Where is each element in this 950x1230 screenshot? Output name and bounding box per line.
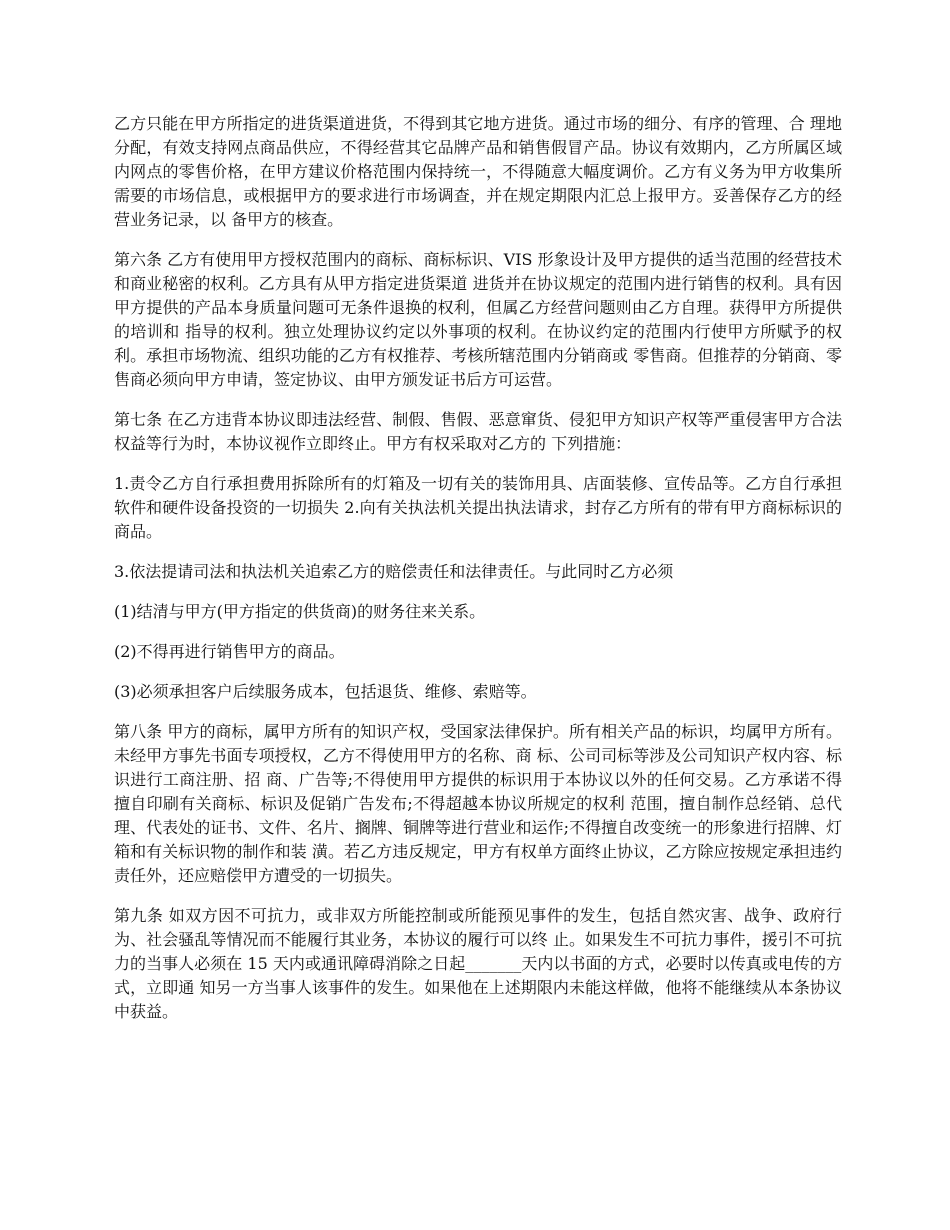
- paragraph-obligation-2: (2)不得再进行销售甲方的商品。: [114, 642, 345, 661]
- paragraph-article-8: 第八条 甲方的商标，属甲方所有的知识产权，受国家法律保护。所有相关产品的标识，均属甲方所有。未经甲方事先书面专项授权，乙方不得使用甲方的名称、商 标、公司司标等涉及公司知识产权内容、标识进行工商注册、招 商、广告等;不得使用甲方提供的标识用于本协议以外的任何交易。乙方承诺不得擅自印刷有关商标、标识及促销广告发布;不得超越本协议所规定的权利 范围，擅自制作总经销、总代理、代表处的证书、文件、名片、搁牌、铜牌等进行营业和运作;不得擅自改变统一的形象进行招牌、灯箱和有关标识物的制作和装 潢。若乙方违反规定，甲方有权单方面终止协议，乙方除应按规定承担违约责任外，还应赔偿甲方遭受的一切损失。: [114, 722, 842, 885]
- paragraph-obligation-1: (1)结清与甲方(甲方指定的供货商)的财务往来关系。: [114, 602, 486, 621]
- document-body: [114, 112, 842, 1040]
- paragraph-article-9: 第九条 如双方因不可抗力，或非双方所能控制或所能预见事件的发生，包括自然灾害、战争、政府行为、社会骚乱等情况而不能履行其业务，本协议的履行可以终 止。如果发生不可抗力事件，援引不可抗力的当事人必须在 15 天内或通讯障碍消除之日起_______天内以书面的方式，必要时以传真或电传的方式，立即通 知另一方当事人该事件的发生。如果他在上述期限内未能这样做，他将不能继续从本条协议中获益。: [114, 906, 842, 1021]
- paragraph-article-6: 第六条 乙方有使用甲方授权范围内的商标、商标标识、VIS 形象设计及甲方提供的适当范围的经营技术和商业秘密的权利。乙方具有从甲方指定进货渠道 进货并在协议规定的范围内进行销售的权利。具有因甲方提供的产品本身质量问题可无条件退换的权利，但属乙方经营问题则由乙方自理。获得甲方所提供的培训和 指导的权利。独立处理协议约定以外事项的权利。在协议约定的范围内行使甲方所赋予的权利。承担市场物流、组织功能的乙方有权推荐、考核所辖范围内分销商或 零售商。但推荐的分销商、零售商必须向甲方申请，签定协议、由甲方颁发证书后方可运营。: [114, 250, 842, 389]
- paragraph-measure-3: 3.依法提请司法和执法机关追索乙方的赔偿责任和法律责任。与此同时乙方必须: [114, 562, 674, 581]
- paragraph-article-7: 第七条 在乙方违背本协议即违法经营、制假、售假、恶意窜货、侵犯甲方知识产权等严重侵害甲方合法权益等行为时，本协议视作立即终止。甲方有权采取对乙方的 下列措施：: [114, 410, 842, 453]
- paragraph-supply-channel: 乙方只能在甲方所指定的进货渠道进货，不得到其它地方进货。通过市场的细分、有序的管理、合 理地分配，有效支持网点商品供应，不得经营其它品牌产品和销售假冒产品。协议有效期内，乙方所属区域内网点的零售价格，在甲方建议价格范围内保持统一，不得随意大幅度调价。乙方有义务为甲方收集所需要的市场信息，或根据甲方的要求进行市场调查，并在规定期限内汇总上报甲方。妥善保存乙方的经营业务记录，以 备甲方的核查。: [114, 114, 842, 229]
- paragraph-obligation-3: (3)必须承担客户后续服务成本，包括退货、维修、索赔等。: [114, 682, 537, 701]
- paragraph-measure-1-2: 1.责令乙方自行承担费用拆除所有的灯箱及一切有关的装饰用具、店面装修、宣传品等。乙方自行承担软件和硬件设备投资的一切损失 2.向有关执法机关提出执法请求，封存乙方所有的带有甲方商标标识的商品。: [114, 474, 842, 541]
